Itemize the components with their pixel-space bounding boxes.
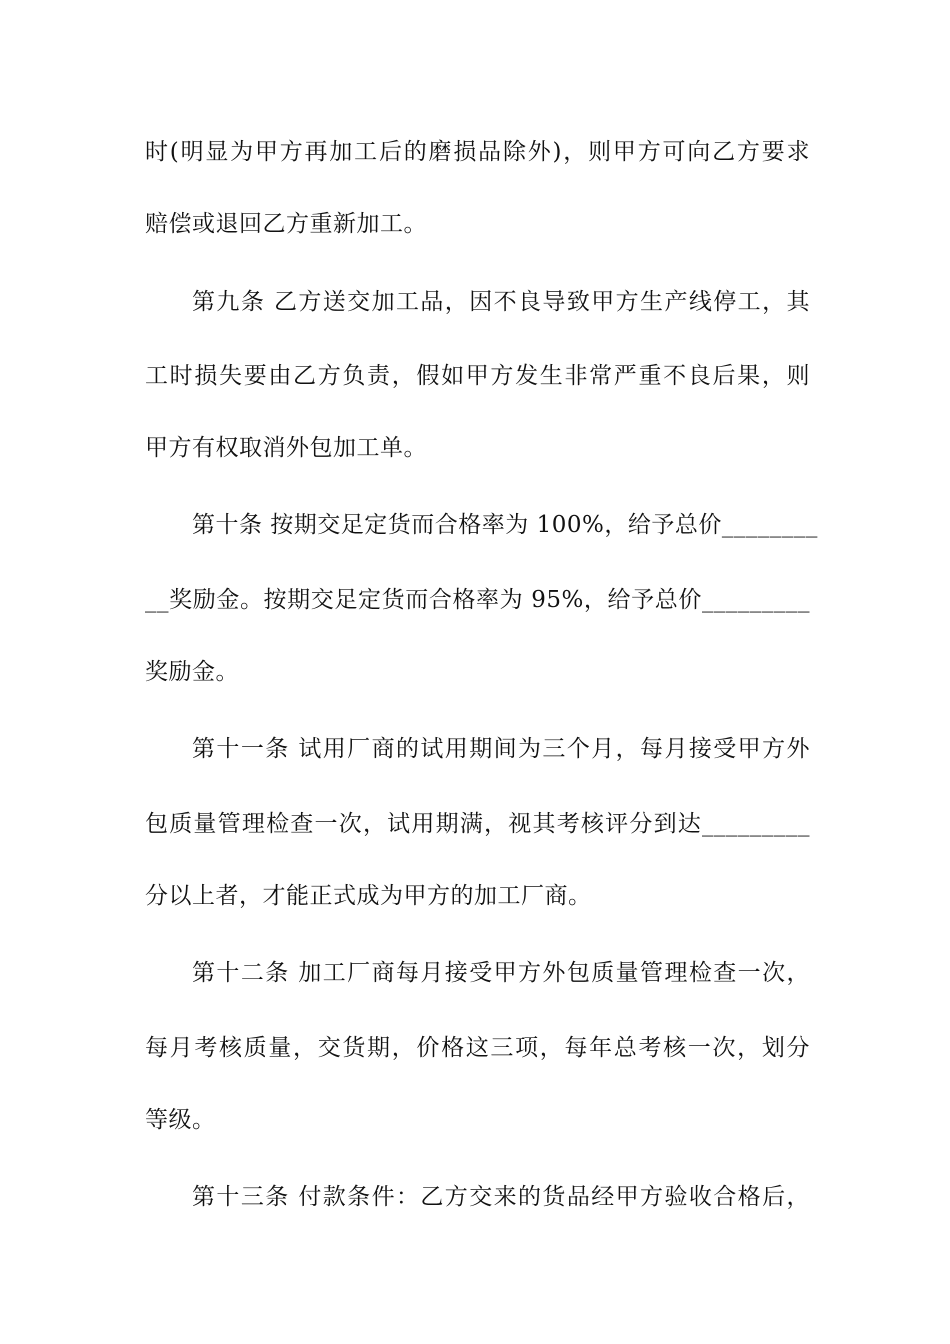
body-text-line: 奖励金。 <box>145 659 239 685</box>
body-text-line: 时(明显为甲方再加工后的磨损品除外)，则甲方可向乙方要求 <box>145 139 810 165</box>
body-text-line: 每月考核质量，交货期，价格这三项，每年总考核一次，划分 <box>145 1035 810 1061</box>
article-9-heading-line: 第九条 乙方送交加工品，因不良导致甲方生产线停工，其 <box>192 289 810 315</box>
body-text-line: 包质量管理检查一次，试用期满，视其考核评分到达_________ <box>145 811 810 837</box>
body-text-line: 等级。 <box>145 1107 216 1133</box>
body-text-line: 分以上者，才能正式成为甲方的加工厂商。 <box>145 883 592 909</box>
body-text-line: 赔偿或退回乙方重新加工。 <box>145 211 427 237</box>
article-12-heading-line: 第十二条 加工厂商每月接受甲方外包质量管理检查一次， <box>192 960 810 986</box>
article-13-heading-line: 第十三条 付款条件：乙方交来的货品经甲方验收合格后， <box>192 1184 810 1210</box>
body-text-line: 工时损失要由乙方负责，假如甲方发生非常严重不良后果，则 <box>145 363 810 389</box>
body-text-line: 甲方有权取消外包加工单。 <box>145 435 427 461</box>
article-11-heading-line: 第十一条 试用厂商的试用期间为三个月，每月接受甲方外 <box>192 736 810 762</box>
article-10-heading-line: 第十条 按期交足定货而合格率为 100%，给予总价________ <box>192 512 818 538</box>
body-text-line: __奖励金。按期交足定货而合格率为 95%，给予总价_________ <box>145 587 810 613</box>
